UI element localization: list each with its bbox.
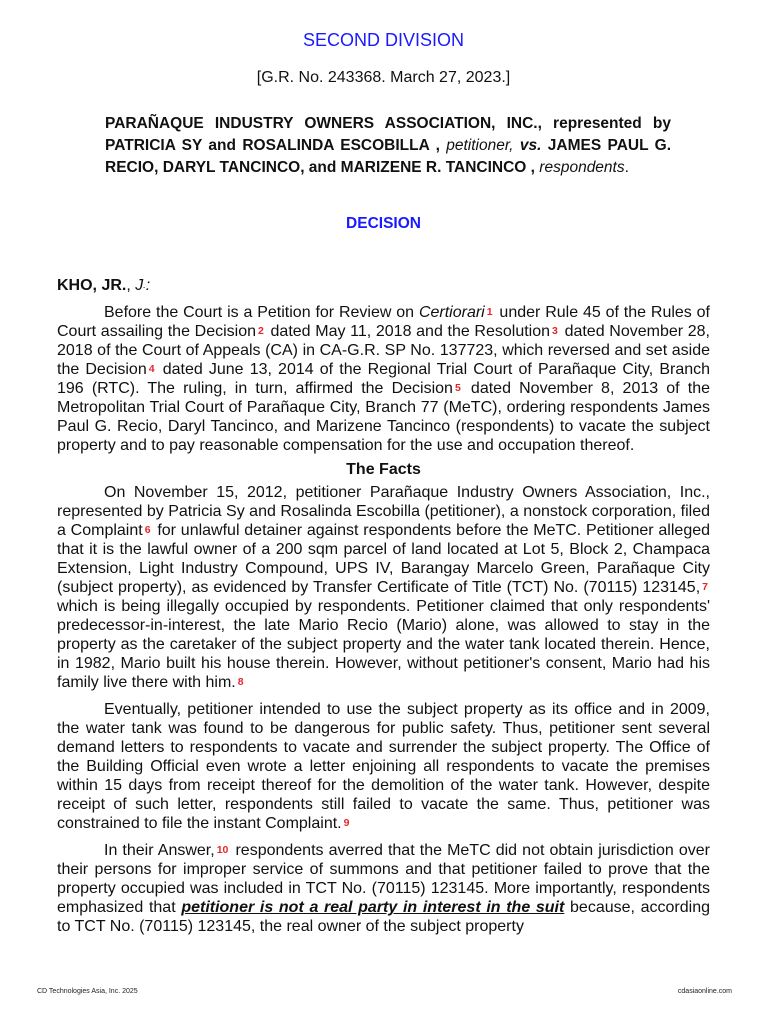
certiorari-term: Certiorari [418, 304, 485, 321]
emphasized-text: petitioner is not a real party in interest in the suit [181, 899, 565, 916]
paragraph-2: On November 15, 2012, petitioner Parañaque Industry Owners Association, Inc., represented by Patricia Sy and Rosalinda Escobilla (petitioner), a nonstock corporation, filed a Complaint 6 for unlawful detainer against respondents before the MeTC. Petitioner alleged that it is the lawful owner of a 200 sqm parcel of land located at Lot 5, Block 2, Champaca Extension, Light Industry Compound, UPS IV, Barangay Marcelo Green, Parañaque City (subject property), as evidenced by Transfer Certificate of Title (TCT) No. (70115) 123145, 7 which is being illegally occupied by respondents. Petitioner claimed that only respondents' predecessor-in-interest, the late Mario Recio (Mario) alone, was allowed to stay in the property as the caretaker of the subject property and the water tank located therein. Hence, in 1982, Mario built his house therein. However, without petitioner's consent, Mario had his family live there with him. 8 [57, 484, 711, 691]
footer-copyright: CD Technologies Asia, Inc. 2025 [37, 988, 138, 995]
versus-label: vs. [519, 137, 542, 154]
decision-title: DECISION [346, 215, 421, 232]
petitioner-role: petitioner [446, 137, 510, 154]
ponente: KHO, JR., J.: [57, 277, 151, 294]
respondent-role: respondents [539, 159, 625, 176]
ponente-name: KHO, JR. [57, 277, 127, 294]
petitioner-name: PARAÑAQUE INDUSTRY OWNERS ASSOCIATION, INC., represented by PATRICIA SY and ROSALINDA ESCOBILLA [105, 115, 671, 154]
footnote-link-8[interactable]: 8 [237, 676, 244, 688]
document-page [57, 28, 710, 936]
footnote-link-4[interactable]: 4 [148, 363, 155, 375]
footnote-link-3[interactable]: 3 [552, 325, 558, 337]
footnote-link-6[interactable]: 6 [144, 524, 151, 536]
paragraph-3: Eventually, petitioner intended to use the subject property as its office and in 2009, the water tank was found to be dangerous for public safety. Thus, petitioner sent several demand letters to respondents to vacate and surrender the subject property. The Office of the Building Official even wrote a letter enjoining all respondents to vacate the premises within 15 days from receipt thereof for the demolition of the water tank. However, despite receipt of such letter, respondents still failed to vacate the same. Thus, petitioner was constrained to file the instant Complaint. 9 [57, 701, 710, 832]
footnote-link-1[interactable]: 1 [486, 306, 493, 318]
footnote-link-9[interactable]: 9 [343, 817, 350, 829]
footnote-link-10[interactable]: 10 [216, 844, 229, 856]
footnote-link-5[interactable]: 5 [454, 382, 461, 394]
case-number: [G.R. No. 243368. March 27, 2023.] [256, 69, 511, 86]
footer-site: cdasiaonline.com [677, 988, 732, 995]
facts-heading: The Facts [346, 461, 421, 478]
footnote-link-2[interactable]: 2 [258, 325, 264, 337]
ponente-title: J.: [135, 277, 151, 294]
footnote-link-7[interactable]: 7 [702, 581, 708, 593]
case-parties: PARAÑAQUE INDUSTRY OWNERS ASSOCIATION, INC., represented by PATRICIA SY and ROSALINDA ESCOBILLA , petitioner, vs. JAMES PAUL G. RECIO, DARYL TANCINCO, and MARIZENE R. TANCINCO , respondents. [105, 115, 671, 176]
paragraph-1: Before the Court is a Petition for Review on Certiorari 1 under Rule 45 of the Rules of Court assailing the Decision 2 dated May 11, 2018 and the Resolution 3 dated November 28, 2018 of the Court of Appeals (CA) in CA-G.R. SP No. 137723, which reversed and set aside the Decision 4 dated June 13, 2014 of the Regional Trial Court of Parañaque City, Branch 196 (RTC). The ruling, in turn, affirmed the Decision 5 dated November 8, 2013 of the Metropolitan Trial Court of Parañaque City, Branch 77 (MeTC), ordering respondents James Paul G. Recio, Daryl Tancinco, and Marizene Tancinco (respondents) to vacate the subject property and to pay reasonable compensation for the use and occupation thereof. [57, 304, 711, 454]
division-heading: SECOND DIVISION [302, 30, 465, 50]
respondent-names: JAMES PAUL G. RECIO, DARYL TANCINCO, and MARIZENE R. TANCINCO [105, 137, 671, 176]
paragraph-4: In their Answer, 10 respondents averred that the MeTC did not obtain jurisdiction over their persons for improper service of summons and that petitioner failed to prove that the property occupied was included in TCT No. (70115) 123145. More importantly, respondents emphasized that petitioner is not a real party in interest in the suit because, according to TCT No. (70115) 123145, the real owner of the subject property [57, 842, 711, 935]
